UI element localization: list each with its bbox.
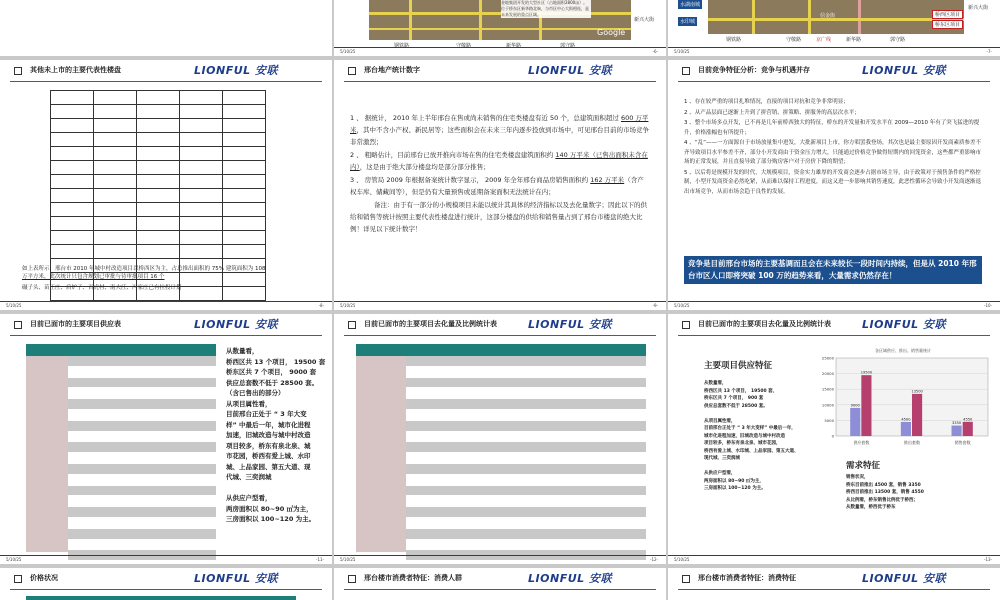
demand-heading: 需求特征 — [846, 461, 881, 471]
lionful-logo: LIONFUL 安联 — [528, 64, 612, 77]
text-line: 销售状况， — [846, 475, 869, 480]
table-cell — [223, 231, 266, 245]
bar-value-label: 13500 — [911, 389, 923, 394]
table-cell — [137, 231, 180, 245]
lionful-logo: LIONFUL 安联 — [862, 572, 946, 585]
page-number: -12- — [650, 557, 658, 562]
table-cell — [223, 217, 266, 231]
map-image — [708, 0, 964, 34]
table-cell — [223, 91, 266, 105]
table-cell — [94, 119, 137, 133]
road-label: 守敬路 — [456, 43, 472, 49]
table-row — [68, 496, 216, 507]
text-line: 从项目属性看， — [704, 418, 736, 424]
table-row — [51, 231, 266, 245]
slide-consumers — [334, 568, 666, 600]
table-cell — [180, 245, 223, 259]
table-cell — [223, 147, 266, 161]
table-row — [406, 475, 646, 486]
text-line: 加速，旧城改造与城中村改造 — [226, 431, 311, 439]
table-cell — [137, 133, 180, 147]
table-row — [406, 421, 646, 432]
footer-date: 5/10/25 — [6, 557, 22, 562]
table-cell — [137, 91, 180, 105]
text-line: 供应总套数不低于 28500 套。 — [226, 378, 319, 387]
table-cell — [94, 175, 137, 189]
map-image — [369, 0, 631, 40]
text-line: （含已售出的部分） — [226, 389, 285, 397]
bar-value-label: 3350 — [952, 421, 962, 426]
lionful-logo: LIONFUL 安联 — [862, 318, 946, 331]
road-label: 新华路 — [506, 43, 522, 49]
slide-unlisted-projects — [0, 60, 332, 310]
x-tick-label: 销售套数 — [954, 440, 971, 445]
table-cell — [180, 189, 223, 203]
footer-date: 5/10/25 — [6, 303, 22, 308]
y-tick-label: 5000 — [824, 417, 834, 423]
table-cell — [180, 287, 223, 301]
bar — [952, 426, 962, 436]
slide-title: 邢台地产统计数字 — [364, 66, 420, 74]
supply-table — [26, 344, 216, 552]
table-cell — [180, 105, 223, 119]
table-row — [68, 432, 216, 443]
slide-title: 其他未上市的主要代表性楼盘 — [30, 66, 121, 74]
page-number: -13- — [984, 557, 992, 562]
table-row — [51, 91, 266, 105]
tag-shuiyin: 水印城 — [680, 19, 696, 25]
footer-date: 5/10/25 — [674, 303, 690, 308]
table-cell — [51, 189, 94, 203]
lionful-logo: LIONFUL 安联 — [194, 572, 278, 585]
table-cell — [51, 175, 94, 189]
lionful-logo: LIONFUL 安联 — [528, 572, 612, 585]
page-number: -7- — [986, 49, 992, 54]
table-row — [68, 421, 216, 432]
competition-item: 1 、存在较严重的项目扎堆情况，直接的项目对抗和竞争非常明显； — [684, 99, 849, 105]
table-row — [406, 496, 646, 507]
slide-absorption-table — [334, 314, 666, 564]
table-row — [406, 432, 646, 443]
table-cell — [137, 245, 180, 259]
text-line: 市花园，桥西有爱上城、水印 — [226, 452, 311, 460]
text-line: 城市化进程加速，旧城改造与城中村改造 — [704, 433, 785, 439]
table-cell — [137, 161, 180, 175]
absorption-table — [356, 344, 646, 552]
note-line: 如上表所示，邢台市 2010 年城中村改造项目以桥西区为主，占总推出面积的 75% 建筑面积为 108 — [22, 266, 266, 272]
table-row — [51, 217, 266, 231]
table-cell — [94, 203, 137, 217]
text-line: 桥西区共 13 个项目， 19500 套 — [226, 357, 326, 366]
stats-body — [350, 112, 650, 236]
slide-competition — [668, 60, 1000, 310]
table-row — [51, 175, 266, 189]
table-cell — [94, 105, 137, 119]
table-row — [68, 378, 216, 389]
text-line: 样” 中最后一年，城市化进程 — [226, 420, 311, 429]
x-tick-label: 推出套数 — [904, 440, 920, 445]
table-cell — [180, 91, 223, 105]
x-tick-label: 供应套数 — [853, 440, 870, 445]
road-label: 守敬路 — [786, 37, 802, 43]
table-cell — [180, 217, 223, 231]
slide-title: 目前已面市的主要项目去化量及比例统计表 — [698, 320, 831, 328]
table-cell — [51, 147, 94, 161]
table-cell — [180, 175, 223, 189]
table-cell — [51, 217, 94, 231]
road-label: 钢铁路 — [394, 43, 410, 49]
slide-map-1 — [0, 0, 332, 56]
table-row — [68, 388, 216, 399]
slide-map-west — [668, 0, 1000, 56]
competition-item: 3 、整个市场多点开发，已不再是几年前桥西独大的特征，桥东的开发量和开发水平在 2009—2010 年有了突飞猛进的提升，价格涨幅也有所提升； — [684, 120, 980, 136]
highlight-box: 竞争是目前邢台市场的主要基调而且会在未来较长一段时间内持续，但是从 2010 年邢台市区人口即将突破 100 万的趋势来看，大量需求仍然存在！ — [684, 256, 982, 284]
competition-body — [684, 98, 982, 198]
slide-title: 邢台楼市消费者特征：消费人群 — [364, 574, 462, 582]
y-tick-label: 20000 — [821, 371, 834, 377]
table-cell — [137, 189, 180, 203]
table-cell — [51, 231, 94, 245]
page-number: -11- — [316, 557, 324, 562]
text-line: 两房面积以 80~90 ㎡为主， — [226, 504, 313, 513]
table-cell — [94, 91, 137, 105]
text-line: 从数量看， — [226, 347, 259, 355]
table-row — [68, 518, 216, 529]
table-cell — [137, 105, 180, 119]
text-line: 目前邢台正处于 “ 3 年大变样” 中最后一年， — [704, 426, 796, 431]
slide-consumer-traits — [668, 568, 1000, 600]
table-row — [68, 475, 216, 486]
footer-date: 5/10/25 — [340, 557, 356, 562]
table-cell — [94, 133, 137, 147]
table-cell — [51, 203, 94, 217]
text-line: 桥东区共 7 个项目， 9000 套 — [226, 368, 317, 376]
y-tick-label: 10000 — [821, 402, 834, 408]
table-row — [51, 203, 266, 217]
text-line: 项目较多，桥东有泉北泉、城市花园， — [704, 441, 781, 446]
table-row — [68, 507, 216, 518]
map-note: 金地集团开发的大型社区（占地面积2800亩）。位于桥东区新华路北端，与市区中心大街相连，是未来发展的重点区域。 — [501, 0, 589, 17]
text-line: 两房面积以 80~90 ㎡为主， — [704, 478, 764, 484]
table-row — [68, 367, 216, 378]
table-cell — [137, 175, 180, 189]
lionful-logo: LIONFUL 安联 — [528, 318, 612, 331]
note-line: 万平方米，此次统计只包含规划已审批与待审批项目 16 个 — [22, 274, 165, 280]
text-line: 桥西有爱上城、水印城、上品家园、第五大道、 — [704, 448, 799, 454]
text-line: 供应总套数不低于 28500 套。 — [704, 403, 768, 409]
footer-date: 5/10/25 — [674, 49, 690, 54]
table-cell — [180, 147, 223, 161]
slide-title: 目前竞争特征分析：竞争与机遇并存 — [698, 66, 810, 74]
table-row — [406, 453, 646, 464]
table-cell — [137, 119, 180, 133]
legend-east: 桥东区项目 — [932, 20, 963, 29]
competition-item: 2 、从产品层面已逐渐上升到了拼营销、拼策略、拼服务的高层次水平； — [684, 109, 860, 116]
chart-svg — [812, 344, 994, 454]
text-line — [226, 483, 326, 494]
table-row — [406, 529, 646, 540]
table-cell — [94, 161, 137, 175]
footer-date: 5/10/25 — [340, 303, 356, 308]
table-row — [406, 388, 646, 399]
bar-value-label: 4500 — [901, 417, 911, 422]
text-line: 从数量看，桥西优于桥东 — [846, 505, 896, 510]
table-row — [51, 189, 266, 203]
table-row — [51, 119, 266, 133]
slide-title: 价格状况 — [30, 574, 58, 582]
table-row — [406, 399, 646, 410]
slide-market-stats — [334, 60, 666, 310]
table-row — [406, 486, 646, 497]
table-row — [51, 245, 266, 259]
text-line: 从供应户型看， — [226, 494, 272, 502]
text-line: 从数量看， — [704, 381, 727, 386]
text-line: 目前邢台正处于 “ 3 年大变 — [226, 410, 307, 418]
table-row — [406, 378, 646, 389]
stats-item-1: 1 、 据统计， 2010 年上半年邢台在售或尚未销售的住宅类楼盘有近 50 个，总建筑面积超过 600 万平米，其中不含小产权、新民居等；这些面积会在未来三年内逐步投放到市场中，可见邢台目前的市场竞争非常激烈； — [350, 114, 649, 146]
table-cell — [51, 91, 94, 105]
text-line: 桥西区共 13 个项目， 19500 套， — [704, 388, 778, 394]
table-cell — [223, 161, 266, 175]
stats-remark: 备注：由于有一部分的小规模项目未能以统计其具体的经济指标以及去化量数字；因此以下的供给和销售等统计按照主要代表性楼盘进行统计，这部分楼盘的供给和销售量占到了邢台市楼盘的绝大比例！详见以下统计数字！ — [350, 201, 647, 233]
table-row — [68, 529, 216, 540]
table-row — [68, 540, 216, 551]
table-cell — [223, 133, 266, 147]
supply-bar-chart — [812, 344, 994, 454]
table-cell — [180, 133, 223, 147]
text-line: 三房面积以 100~120 为主。 — [704, 486, 766, 491]
table-row — [68, 453, 216, 464]
table-row — [68, 399, 216, 410]
place-right: 新兴大街 — [968, 5, 989, 11]
slide-supply-table — [0, 314, 332, 564]
table-row — [68, 356, 216, 367]
slide-title: 目前已面市的主要项目去化量及比例统计表 — [364, 320, 497, 328]
text-line: 现代城、三奕润城 — [704, 456, 740, 461]
table-cell — [94, 147, 137, 161]
table-row — [406, 410, 646, 421]
table-cell — [94, 231, 137, 245]
road-label: 钢铁路 — [726, 37, 742, 43]
table-row — [51, 105, 266, 119]
table-row — [51, 161, 266, 175]
table-row — [406, 540, 646, 551]
slide-title: 邢台楼市消费者特征：消费特征 — [698, 574, 796, 582]
slide-price — [0, 568, 332, 600]
y-tick-label: 0 — [831, 433, 834, 439]
bar — [963, 422, 973, 436]
table-cell — [223, 203, 266, 217]
table-row — [406, 442, 646, 453]
table-cell — [223, 119, 266, 133]
y-tick-label: 15000 — [821, 386, 834, 392]
text-line — [704, 463, 834, 471]
text-line: 桥西目前推出 13500 套，销售 4550 — [846, 490, 924, 495]
stats-item-2: 2 、 粗略估计，目前邢台已放开推向市场在售的住宅类楼盘建筑面积约 140 万平米（已售出面积未含在内），这是由于绝大部分楼盘均是部分部分推售； — [350, 151, 648, 171]
road-label: 郭守路 — [560, 43, 576, 49]
table-row — [406, 518, 646, 529]
supply-heading: 主要项目供应特征 — [704, 361, 773, 371]
lionful-logo: LIONFUL 安联 — [194, 318, 278, 331]
table-row — [406, 464, 646, 475]
table-cell — [223, 287, 266, 301]
slide-map-east — [334, 0, 666, 56]
table-row — [406, 367, 646, 378]
text-line: 从比例看，桥东销售比例优于桥西； — [846, 497, 918, 503]
page-number: -8- — [318, 303, 324, 308]
table-cell — [51, 245, 94, 259]
table-row — [406, 507, 646, 518]
google-logo: Google — [597, 28, 626, 37]
note-line: 碾子头、苗王庄、后炉子、百虎村、南大汪、冯家庄已有拉投计划 — [22, 285, 182, 291]
lionful-logo: LIONFUL 安联 — [862, 64, 946, 77]
table-row — [51, 147, 266, 161]
text-line: 三房面积以 100~120 为主。 — [226, 515, 316, 523]
slide-title: 目前已面市的主要项目供应表 — [30, 320, 121, 328]
competition-item: 5 、以后将是规模开发的时代，大规模项目，资金实力雄厚的开发商会逐步占据市场主导，由于政策对于预售条件的严格控制，小型开发商资金必然吃紧，从而难以保持工程进度，而这又进一步影响其销售速度，此恶性循环会导致小开发商逐渐退出市场竞争，从而市场会趋于良性的发展。 — [684, 169, 982, 195]
table-cell — [223, 189, 266, 203]
table-cell — [180, 273, 223, 287]
table-cell — [180, 203, 223, 217]
table-cell — [94, 245, 137, 259]
table-cell — [223, 273, 266, 287]
chart-title: 各区域供应、推出、销售量统计 — [875, 348, 931, 353]
legend-west: 桥西区项目 — [932, 10, 963, 19]
table-cell — [51, 133, 94, 147]
table-cell — [180, 231, 223, 245]
road-label: 郭守路 — [890, 37, 906, 43]
footer-date: 5/10/25 — [674, 557, 690, 562]
table-cell — [51, 161, 94, 175]
place-center: 信金街 — [820, 13, 836, 19]
table-cell — [94, 217, 137, 231]
text-line: 从项目属性看， — [226, 399, 272, 408]
text-line: 桥东区共 7 个项目， 900 套 — [704, 396, 764, 401]
table-cell — [137, 217, 180, 231]
table-cell — [51, 119, 94, 133]
text-line: 从供应户型看， — [704, 471, 736, 476]
table-cell — [223, 105, 266, 119]
table-cell — [137, 203, 180, 217]
page-number: -9- — [652, 303, 658, 308]
table-cell — [180, 119, 223, 133]
table-row — [68, 410, 216, 421]
page-number: -10- — [984, 303, 992, 308]
table-cell — [180, 161, 223, 175]
road-label: 新华路 — [846, 37, 862, 43]
text-line: 项目较多，桥东有泉北泉、城 — [226, 441, 311, 450]
stats-item-3: 3 、 房管局 2009 年根据备案统计数字显示， 2009 年全年邢台商品房销售面积约 162 万平米（含产权车库、储藏间等），但是仍有大量预售或延期备案面积无法统计在内； — [350, 176, 644, 196]
tag-shuihu: 水湖南城 — [680, 2, 701, 8]
y-tick-label: 25000 — [821, 355, 834, 361]
demand-text — [846, 474, 986, 512]
bar — [850, 408, 860, 436]
table-cell — [137, 147, 180, 161]
table-cell — [51, 105, 94, 119]
text-line: 城、上品家园、第五大道、现 — [226, 462, 311, 471]
text-line: 桥东目前推出 4500 套，销售 3350 — [846, 482, 921, 488]
table-cell — [94, 189, 137, 203]
bar-value-label: 4550 — [963, 417, 973, 422]
table-row — [406, 356, 646, 367]
lionful-logo: LIONFUL 安联 — [194, 64, 278, 77]
supply-text — [226, 346, 326, 525]
table-row — [68, 486, 216, 497]
bar — [912, 394, 922, 436]
bar — [901, 422, 911, 436]
page-number: -6- — [652, 49, 658, 54]
competition-item: 4 、“乱”——一方面源自于市场放量集中进发，大批新项目上市，你方唱罢我登场，其次也是最主要原因开发商素质参差不齐导致项目水平参差不齐，部分小开发商由于资金压力增大，只能通过价格竞争做得短期内的回笼资金，这些都严重影响市场的正常发展，并且直接导致了部分购房客户对于房价下降的期望； — [684, 140, 982, 165]
table-row — [68, 442, 216, 453]
bar-value-label: 9000 — [850, 403, 860, 408]
table-cell — [223, 175, 266, 189]
footer-date: 5/10/25 — [340, 49, 356, 54]
bar — [861, 375, 871, 436]
place-right: 新兴大街 — [634, 17, 655, 23]
road-label: 京广线 — [816, 37, 832, 43]
table-row — [68, 464, 216, 475]
text-line: 代城、三奕润城 — [226, 473, 272, 481]
slide-supply-chart — [668, 314, 1000, 564]
table-cell — [223, 245, 266, 259]
table-row — [51, 133, 266, 147]
bar-value-label: 19500 — [860, 370, 873, 375]
